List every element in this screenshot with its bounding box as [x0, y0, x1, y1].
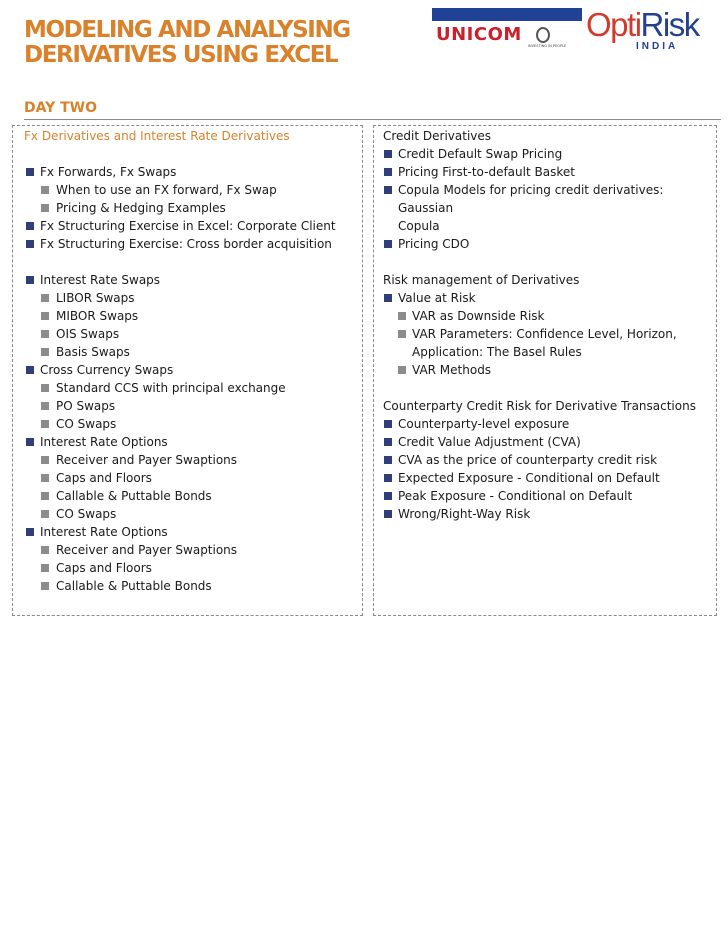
day-heading: DAY TWO [24, 100, 98, 116]
list-item [383, 415, 717, 433]
list-subitem-text: VAR as Downside Risk [412, 309, 545, 323]
list-subitem-text: Callable & Puttable Bonds [56, 579, 212, 593]
sub-bullet-icon [398, 366, 406, 374]
list-item-text: CVA as the price of counterparty credit risk [398, 453, 658, 467]
section-heading-credit: Credit Derivatives [383, 129, 492, 143]
list-item [383, 433, 717, 451]
optirisk-logo [586, 8, 724, 54]
bullet-icon [26, 366, 34, 374]
list-subitem [383, 361, 717, 379]
bullet-icon [384, 420, 392, 428]
list-subitem [24, 487, 358, 505]
list-subitem-continuation [383, 343, 717, 361]
list-subitem-text: MIBOR Swaps [56, 309, 139, 323]
document-title [24, 18, 350, 68]
bullet-icon [26, 222, 34, 230]
bullet-icon [384, 474, 392, 482]
bullet-icon [384, 168, 392, 176]
list-subitem-text: Receiver and Payer Swaptions [56, 543, 238, 557]
optirisk-word-part2: Risk [640, 6, 699, 43]
sub-bullet-icon [41, 546, 49, 554]
sub-bullet-icon [41, 420, 49, 428]
bullet-icon [384, 438, 392, 446]
list-subitem-text: VAR Parameters: Confidence Level, Horizon, [412, 327, 677, 341]
header-rule [24, 119, 721, 120]
unicom-tagline: INVESTING IN PEOPLE [528, 44, 567, 48]
list-item-continuation [383, 217, 717, 235]
bullet-icon [26, 276, 34, 284]
list-item-text: Pricing First-to-default Basket [398, 165, 575, 179]
list-item [383, 487, 717, 505]
list-item [383, 289, 717, 307]
list-subitem-text: PO Swaps [56, 399, 116, 413]
list-item [383, 145, 717, 163]
list-item-text: Value at Risk [398, 291, 476, 305]
list-subitem-text: Callable & Puttable Bonds [56, 489, 212, 503]
list-subitem [383, 325, 717, 343]
list-item [24, 523, 358, 541]
list-item [383, 181, 717, 217]
title-line-2: DERIVATIVES USING EXCEL [24, 42, 338, 68]
list-item-text: Credit Default Swap Pricing [398, 147, 563, 161]
list-subitem-text: OIS Swaps [56, 327, 120, 341]
list-item [24, 271, 358, 289]
list-item [24, 163, 358, 181]
sub-bullet-icon [41, 564, 49, 572]
optirisk-wordmark [586, 8, 699, 42]
list-item-text: Interest Rate Options [40, 525, 168, 539]
list-item-text: Fx Forwards, Fx Swaps [40, 165, 177, 179]
unicom-logo-text: UNICOM [436, 24, 522, 45]
list-subitem-text: Caps and Floors [56, 471, 152, 485]
list-item [24, 433, 358, 451]
unicom-ring-icon [536, 27, 550, 43]
list-subitem [24, 505, 358, 523]
bullet-icon [384, 492, 392, 500]
list-subitem-text: Receiver and Payer Swaptions [56, 453, 238, 467]
list-subitem [24, 541, 358, 559]
sub-bullet-icon [41, 474, 49, 482]
list-item-text: Cross Currency Swaps [40, 363, 174, 377]
sub-bullet-icon [41, 582, 49, 590]
bullet-icon [384, 150, 392, 158]
bullet-icon [384, 186, 392, 194]
list-item [24, 235, 358, 253]
list-subitem [24, 397, 358, 415]
sub-bullet-icon [41, 330, 49, 338]
sub-bullet-icon [41, 186, 49, 194]
list-item-text: Wrong/Right-Way Risk [398, 507, 531, 521]
list-subitem [24, 199, 358, 217]
list-item [24, 361, 358, 379]
list-item-text: Pricing CDO [398, 237, 470, 251]
list-subitem [383, 307, 717, 325]
left-column [24, 127, 358, 595]
bullet-icon [384, 510, 392, 518]
bullet-icon [26, 438, 34, 446]
list-item-text: Expected Exposure - Conditional on Default [398, 471, 660, 485]
bullet-icon [384, 294, 392, 302]
right-column [383, 127, 717, 523]
unicom-logo-bar [432, 8, 582, 21]
list-item-text: Interest Rate Options [40, 435, 168, 449]
list-subitem [24, 307, 358, 325]
list-item-text: Peak Exposure - Conditional on Default [398, 489, 633, 503]
list-item-text: Copula Models for pricing credit derivatives: Gaussian [398, 183, 664, 215]
bullet-icon [26, 168, 34, 176]
list-subitem-text: CO Swaps [56, 417, 117, 431]
optirisk-word-part1: Opti [586, 6, 641, 43]
list-item-text: Interest Rate Swaps [40, 273, 161, 287]
optirisk-subtitle: INDIA [636, 41, 679, 52]
section-heading-ccr: Counterparty Credit Risk for Derivative Transactions [383, 399, 696, 413]
list-subitem-text: Pricing & Hedging Examples [56, 201, 226, 215]
list-subitem-text: Basis Swaps [56, 345, 130, 359]
list-subitem-text: Application: The Basel Rules [412, 345, 582, 359]
list-item [383, 505, 717, 523]
list-subitem [24, 469, 358, 487]
sub-bullet-icon [41, 312, 49, 320]
section-heading-risk: Risk management of Derivatives [383, 273, 580, 287]
list-subitem-text: Caps and Floors [56, 561, 152, 575]
list-item-text: Credit Value Adjustment (CVA) [398, 435, 581, 449]
sub-bullet-icon [41, 492, 49, 500]
sub-bullet-icon [398, 330, 406, 338]
list-subitem [24, 577, 358, 595]
list-subitem-text: Standard CCS with principal exchange [56, 381, 286, 395]
list-item-text: Fx Structuring Exercise in Excel: Corporate Client [40, 219, 336, 233]
list-item-text: Fx Structuring Exercise: Cross border acquisition [40, 237, 332, 251]
list-subitem [24, 289, 358, 307]
sub-bullet-icon [41, 456, 49, 464]
bullet-icon [26, 528, 34, 536]
list-subitem [24, 451, 358, 469]
sub-bullet-icon [41, 348, 49, 356]
title-line-1: MODELING AND ANALYSING [24, 17, 350, 43]
bullet-icon [26, 240, 34, 248]
list-item [383, 163, 717, 181]
bullet-icon [384, 240, 392, 248]
sub-bullet-icon [398, 312, 406, 320]
unicom-logo [432, 8, 582, 52]
sub-bullet-icon [41, 294, 49, 302]
list-item [24, 217, 358, 235]
list-subitem-text: VAR Methods [412, 363, 492, 377]
list-subitem [24, 415, 358, 433]
list-subitem [24, 325, 358, 343]
sub-bullet-icon [41, 510, 49, 518]
list-subitem [24, 343, 358, 361]
list-item-text: Copula [398, 219, 440, 233]
list-item [383, 451, 717, 469]
list-subitem [24, 559, 358, 577]
bullet-icon [384, 456, 392, 464]
list-subitem-text: CO Swaps [56, 507, 117, 521]
sub-bullet-icon [41, 384, 49, 392]
list-subitem-text: LIBOR Swaps [56, 291, 135, 305]
sub-bullet-icon [41, 402, 49, 410]
list-subitem-text: When to use an FX forward, Fx Swap [56, 183, 277, 197]
list-item [383, 469, 717, 487]
list-item [383, 235, 717, 253]
list-item-text: Counterparty-level exposure [398, 417, 570, 431]
section-heading-fx: Fx Derivatives and Interest Rate Derivatives [24, 129, 290, 143]
list-subitem [24, 181, 358, 199]
sub-bullet-icon [41, 204, 49, 212]
list-subitem [24, 379, 358, 397]
